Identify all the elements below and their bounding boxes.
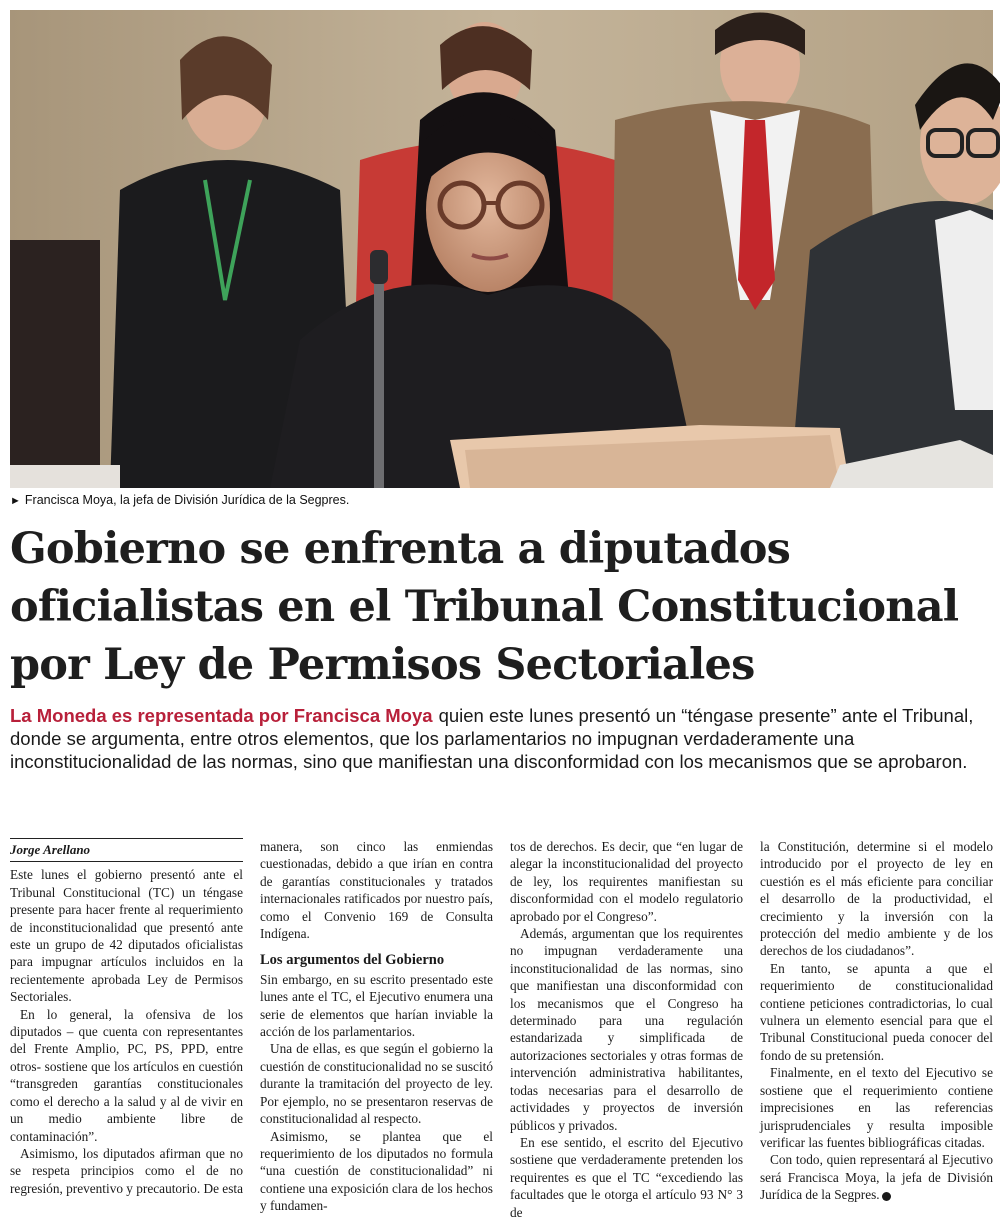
end-of-article-icon bbox=[882, 1192, 891, 1201]
paragraph: Este lunes el gobierno presentó ante el Tribunal Constitucional (TC) un téngase presente para hacer frente al requerimiento de inconstitucionalidad que presentó ante este un grupo de 42 diputados oficialistas para impugnar artículos incluidos en la recientemente aprobada Ley de Permisos Sectoriales. bbox=[10, 867, 243, 1005]
paragraph: En ese sentido, el escrito del Ejecutivo sostiene que verdaderamente pretenden los requirentes es que el TC “excediendo las facultades que le otorga el artículo 93 N° 3 de bbox=[510, 1134, 743, 1220]
section-subhead: Los argumentos del Gobierno bbox=[260, 952, 445, 969]
paragraph bbox=[760, 1151, 993, 1203]
lead-text: quien este lunes presentó un “téngase presente” ante el Tribunal, donde se argumenta, entre otros elementos, que los parlamentarios no impugnan verdaderamente una inconstitucionalidad de las normas, sino que manifiestan una disconformidad con los mecanismos que se aprobaron. bbox=[10, 705, 974, 772]
paragraph: Además, argumentan que los requirentes no impugnan verdaderamente una inconstitucionalidad de las normas, sino que manifiestan una disconformidad con los mecanismos que el Congreso ha determinado para una regulación estandarizada y simplificada de autorizaciones sectoriales y otras formas de intervención administrativa habilitantes, todas necesarias para el desarrollo de actividades y proyectos de inversión públicos y privados. bbox=[510, 926, 743, 1133]
paragraph: Una de ellas, es que según el gobierno la cuestión de constitucionalidad no se suscitó durante la tramitación del proyecto de ley. Por ejemplo, no se presentaron reservas de constitucionalidad al respecto. bbox=[260, 1041, 493, 1127]
paragraph: manera, son cinco las enmiendas cuestionadas, debido a que irían en contra de garantías constitucionales y tratados internacionales ratificados por nuestro país, como el Convenio 169 de Consulta Indígena. bbox=[260, 839, 493, 942]
paragraph: Asimismo, los diputados afirman que no se respeta principios como el de no regresión, preventivo y precautorio. De esta bbox=[10, 1145, 243, 1196]
paragraph: Sin embargo, en su escrito presentado este lunes ante el TC, el Ejecutivo enumera una serie de elementos que harían inviable la acción de los parlamentarios. bbox=[260, 971, 493, 1040]
paragraph: Finalmente, en el texto del Ejecutivo se sostiene que el requerimiento contiene imprecisiones en las referencias jurisprudenciales y resulta imposible verificar las fuentes bibliográficas citadas. bbox=[760, 1065, 993, 1150]
paragraph: la Constitución, determine si el modelo introducido por el proyecto de ley en cuestión es el más eficiente para conciliar el desarrollo de la productividad, el crecimiento y la inversión con la protección del medio ambiente y de los derechos de los ciudadanos”. bbox=[760, 839, 993, 959]
final-paragraph-text: Con todo, quien representará al Ejecutivo será Francisca Moya, la jefa de División Jurídica de la Segpres. bbox=[760, 1152, 993, 1203]
article-photo bbox=[10, 10, 993, 488]
column-4 bbox=[760, 838, 993, 1221]
caption-text: Francisca Moya, la jefa de División Jurídica de la Segpres. bbox=[24, 493, 350, 507]
column-3 bbox=[510, 838, 743, 1221]
byline: Jorge Arellano bbox=[10, 838, 243, 862]
photo-caption bbox=[10, 493, 910, 507]
column-1 bbox=[10, 838, 243, 1221]
paragraph: En tanto, se apunta a que el requerimiento de constitucionalidad contiene peticiones contradictorias, lo cual vulnera un elemento esencial para que el Tribunal Constitucional pueda conocer del fondo de su pretensión. bbox=[760, 960, 993, 1063]
lead-paragraph bbox=[10, 704, 990, 773]
paragraph: En lo general, la ofensiva de los diputados – que cuenta con representantes del Frente Amplio, PC, PS, PPD, entre otros- sostiene que los artículos en cuestión “transgreden garantías constitucionales como el derecho a la salud y al de vivir en un medio ambiente libre de contaminación”. bbox=[10, 1006, 243, 1144]
lead-kicker: La Moneda es representada por Francisca Moya bbox=[10, 705, 433, 726]
headline: Gobierno se enfrenta a diputados oficialistas en el Tribunal Constitucional por Ley de Permisos Sectoriales bbox=[10, 524, 959, 690]
caption-marker-icon: ► bbox=[10, 495, 21, 507]
photo-of-woman-at-hearing-icon bbox=[10, 10, 993, 488]
article-body bbox=[10, 838, 993, 1220]
column-2 bbox=[260, 838, 493, 1221]
paragraph: tos de derechos. Es decir, que “en lugar de alegar la inconstitucionalidad del proyecto de ley, los requirentes manifiestan su disconformidad con el modelo regulatorio aprobado por el Congreso”. bbox=[510, 839, 743, 924]
paragraph: Asimismo, se plantea que el requerimiento de los diputados no formula “una cuestión de constitucionalidad” ni contiene una exposición clara de los hechos y fundamen- bbox=[260, 1128, 493, 1214]
